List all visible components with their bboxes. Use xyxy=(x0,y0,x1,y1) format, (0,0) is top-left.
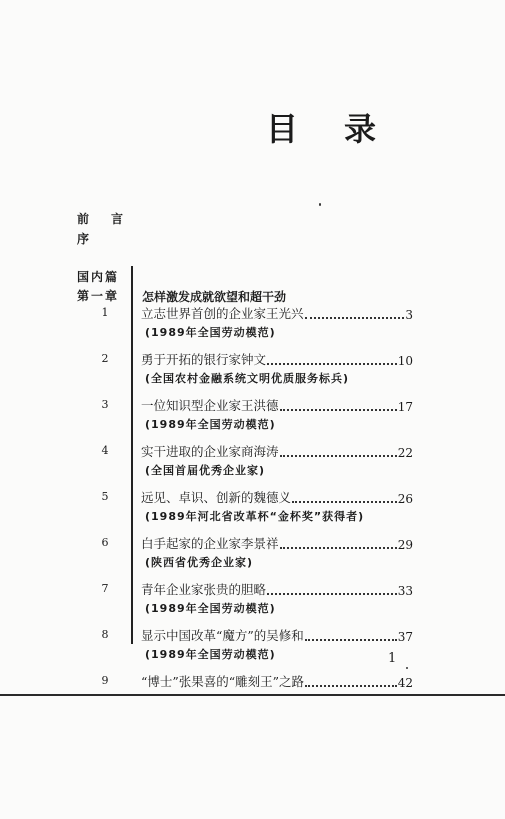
leader-dots xyxy=(280,401,397,411)
entry-page: 33 xyxy=(397,584,413,598)
entry-line xyxy=(141,304,413,322)
leader-dots xyxy=(280,447,397,457)
chapter-label: 第一章 xyxy=(77,289,120,303)
entry-number: 5 xyxy=(101,490,109,503)
chapter-title: 怎样激发成就欲望和超干劲 xyxy=(142,290,287,304)
entry-title: 远见、卓识、创新的魏德义 xyxy=(141,490,292,505)
entry-title: “博士”张果喜的“雕刻王”之路 xyxy=(141,674,305,689)
foreword-heading: 序 xyxy=(77,232,90,246)
entry-number: 9 xyxy=(101,674,109,687)
entry-note: (全国农村金融系统文明优质服务标兵) xyxy=(145,372,350,385)
leader-dots xyxy=(280,539,397,549)
entry-note: (陕西省优秀企业家) xyxy=(145,556,254,569)
entry-page: 10 xyxy=(397,354,413,368)
leader-dots xyxy=(305,677,397,687)
toc-entry xyxy=(0,487,505,533)
entry-title: 青年企业家张贵的胆略 xyxy=(141,582,267,597)
page-title xyxy=(266,104,376,150)
part-label: 国内篇 xyxy=(77,270,120,284)
entry-line xyxy=(141,488,413,506)
entry-number: 3 xyxy=(101,398,109,411)
title-char-1: 目 xyxy=(266,110,299,148)
entry-title: 实干进取的企业家商海涛 xyxy=(141,444,279,459)
leader-dots xyxy=(305,631,397,641)
entry-number: 6 xyxy=(101,536,109,549)
toc-entry xyxy=(0,441,505,487)
entry-line xyxy=(141,396,413,414)
entry-page: 3 xyxy=(405,308,413,322)
scan-speck xyxy=(319,203,321,206)
title-char-2: 录 xyxy=(344,110,377,148)
entry-note: (1989年河北省改革杯“金杯奖”获得者) xyxy=(145,510,365,523)
preface-char-2: 言 xyxy=(111,212,124,226)
entry-line xyxy=(141,534,413,552)
leader-dots xyxy=(305,309,405,319)
entry-line xyxy=(141,626,413,644)
entry-page: 17 xyxy=(397,400,413,414)
toc-entry xyxy=(0,533,505,579)
entry-note: (1989年全国劳动模范) xyxy=(145,326,276,339)
entry-number: 4 xyxy=(101,444,109,457)
entry-title: 白手起家的企业家李景祥 xyxy=(141,536,279,551)
preface-heading xyxy=(77,210,123,227)
entry-line xyxy=(141,672,413,690)
entry-note: (1989年全国劳动模范) xyxy=(145,418,276,431)
toc-entry xyxy=(0,395,505,441)
scan-speck xyxy=(406,667,408,669)
toc-entry xyxy=(0,625,505,671)
entry-number: 8 xyxy=(101,628,109,641)
entry-title: 一位知识型企业家王洪德 xyxy=(141,398,279,413)
entry-title: 立志世界首创的企业家王光兴 xyxy=(141,306,304,321)
entry-line xyxy=(141,442,413,460)
entry-number: 2 xyxy=(101,352,109,365)
entry-note: (全国首届优秀企业家) xyxy=(145,464,266,477)
entry-note: (1989年全国劳动模范) xyxy=(145,602,276,615)
entry-page: 26 xyxy=(397,492,413,506)
entry-page: 42 xyxy=(397,676,413,690)
toc-entries xyxy=(0,303,505,717)
entry-title: 勇于开拓的银行家钟文 xyxy=(141,352,267,367)
toc-entry xyxy=(0,579,505,625)
entry-line xyxy=(141,350,413,368)
leader-dots xyxy=(267,355,397,365)
entry-line xyxy=(141,580,413,598)
entry-page: 22 xyxy=(397,446,413,460)
toc-entry xyxy=(0,303,505,349)
page-number: 1 xyxy=(388,651,397,666)
leader-dots xyxy=(267,585,397,595)
preface-char-1: 前 xyxy=(77,212,90,226)
bottom-rule xyxy=(0,694,505,696)
toc-entry xyxy=(0,349,505,395)
entry-page: 29 xyxy=(397,538,413,552)
entry-title: 显示中国改革“魔方”的吴修和 xyxy=(141,628,304,643)
leader-dots xyxy=(292,493,397,503)
entry-page: 37 xyxy=(397,630,413,644)
entry-number: 7 xyxy=(101,582,109,595)
entry-note: (1989年全国劳动模范) xyxy=(145,648,276,661)
entry-number: 1 xyxy=(101,306,109,319)
